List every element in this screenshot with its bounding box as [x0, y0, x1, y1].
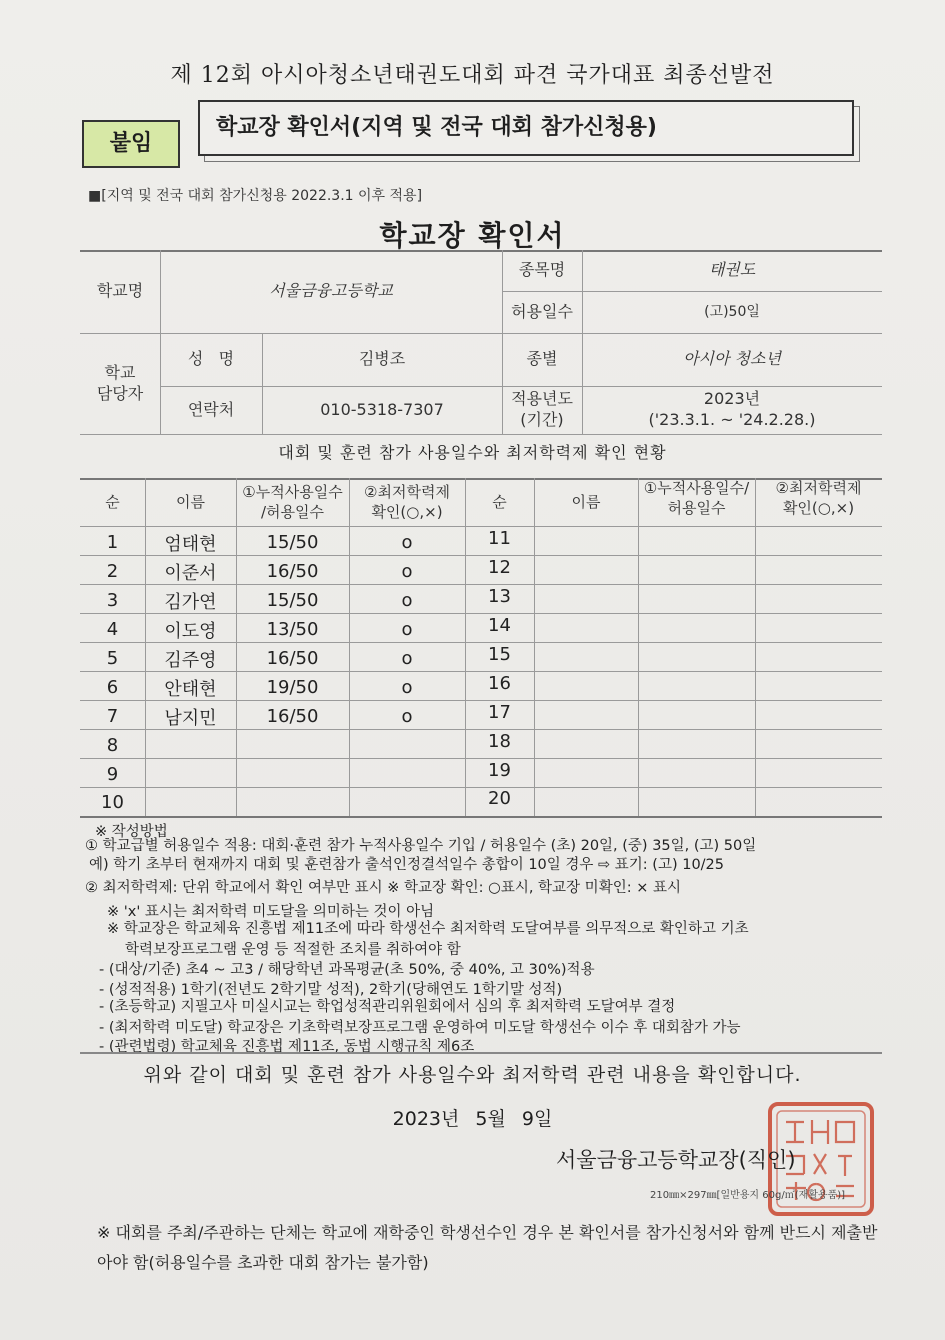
- row-check: o: [401, 619, 413, 640]
- name-value: 김병조: [358, 349, 406, 369]
- row-days: 16/50: [266, 648, 319, 669]
- row-name: 김가연: [164, 591, 217, 613]
- row-no-right: 19: [488, 760, 511, 781]
- signer: 서울금융고등학교장(직인): [556, 1148, 796, 1172]
- note-line: - (최저학력 미도달) 학교장은 기초학력보장프로그램 운영하여 미도달 학생선수 이수 후 대회참가 가능: [99, 1020, 741, 1036]
- school-value: 서울금융고등학교: [269, 281, 393, 301]
- row-no-right: 14: [488, 615, 511, 636]
- row-name: 남지민: [164, 707, 217, 729]
- row-no-right: 20: [488, 788, 511, 809]
- row-check: o: [401, 648, 413, 669]
- allowed-value: (고)50일: [704, 303, 760, 320]
- row-no-right: 12: [488, 557, 511, 578]
- notes-heading: ※ 작성방법: [95, 824, 168, 840]
- contact-label: 연락처: [187, 399, 235, 419]
- note-line: - (초등학교) 지필고사 미실시교는 학업성적관리위원회에서 심의 후 최저학력 도달여부 결정: [99, 999, 676, 1015]
- header-days: ①누적사용일수 /허용일수: [242, 482, 343, 521]
- footnote: ※ 대회를 주최/주관하는 단체는 학교에 재학중인 학생선수인 경우 본 확인서를 참가신청서와 함께 반드시 제출받아야 함(허용일수를 초과한 대회 참가는 불가함): [97, 1223, 878, 1272]
- year-label: 적용년도 (기간): [511, 389, 573, 429]
- row-no-right: 13: [488, 586, 511, 607]
- year-cell: [582, 386, 882, 434]
- row-days: 16/50: [266, 561, 319, 582]
- row-no-right: 17: [488, 702, 511, 723]
- header-check: ②최저학력제 확인(○,×): [364, 482, 450, 521]
- row-no-right: 15: [488, 644, 511, 665]
- event-title: 제 12회 아시아청소년태권도대회 파견 국가대표 최종선발전: [170, 63, 775, 88]
- sport-label: 종목명: [518, 260, 566, 280]
- doc-title: 학교장 확인서: [379, 219, 566, 252]
- name-label: 성 명: [187, 349, 235, 369]
- contact-value: 010-5318-7307: [320, 399, 444, 419]
- note-line: - (관련법령) 학교체육 진흥법 제11조, 동법 시행규칙 제6조: [99, 1039, 475, 1055]
- row-days: 15/50: [266, 532, 319, 553]
- row-days: 13/50: [266, 619, 319, 640]
- note-line: 학력보장프로그램 운영 등 적절한 조치를 취하여야 함: [125, 942, 461, 958]
- header-no-right: 순: [492, 492, 507, 511]
- row-no: 4: [106, 619, 119, 640]
- sport-value: 태권도: [708, 260, 756, 280]
- row-days: 19/50: [266, 677, 319, 698]
- row-no: 10: [101, 792, 124, 813]
- row-no: 5: [106, 648, 119, 669]
- year-value: 2023년: [703, 389, 761, 409]
- row-name: 안태현: [164, 678, 217, 700]
- header-no: 순: [105, 492, 120, 511]
- note-line: ② 최저학력제: 단위 학교에서 확인 여부만 표시 ※ 학교장 확인: ○표시, 학교장 미확인: × 표시: [85, 880, 681, 896]
- confirmation-statement: 위와 같이 대회 및 훈련 참가 사용일수와 최저학력 관련 내용을 확인합니다.: [143, 1064, 802, 1086]
- school-label: 학교명: [96, 281, 144, 301]
- row-name: 이준서: [164, 562, 217, 584]
- header-name: 이름: [176, 492, 205, 511]
- row-days: 16/50: [266, 706, 319, 727]
- note-line: ※ 'x' 표시는 최저학력 미도달을 의미하는 것이 아님: [107, 904, 435, 920]
- document-heading: 학교장 확인서(지역 및 전국 대회 참가신청용): [198, 100, 854, 156]
- row-check: o: [401, 590, 413, 611]
- row-name: 이도영: [164, 620, 217, 642]
- note-line: ① 학교급별 허용일수 적용: 대회·훈련 참가 누적사용일수 기입 / 허용일수 (초) 20일, (중) 35일, (고) 50일: [85, 838, 757, 854]
- row-check: o: [401, 561, 413, 582]
- note-line: - (성적적용) 1학기(전년도 2학기말 성적), 2학기(당해연도 1학기말 성적): [99, 982, 563, 998]
- row-check: o: [401, 677, 413, 698]
- note-line: 예) 학기 초부터 현재까지 대회 및 훈련참가 출석인정결석일수 총합이 10일 경우 ⇨ 표기: (고) 10/25: [89, 857, 725, 873]
- row-name: 김주영: [164, 649, 217, 671]
- note-line: - (대상/기준) 초4 ~ 고3 / 해당학년 과목평균(초 50%, 중 40%, 고 30%)적용: [99, 962, 595, 978]
- category-label: 종별: [526, 349, 558, 369]
- usage-note: ■[지역 및 전국 대회 참가신청용 2022.3.1 이후 적용]: [88, 188, 423, 204]
- row-check: o: [401, 532, 413, 553]
- row-no: 7: [106, 706, 119, 727]
- row-check: o: [401, 706, 413, 727]
- allowed-label: 허용일수: [511, 301, 573, 321]
- header-days-right: ①누적사용일수/ 허용일수: [643, 478, 750, 517]
- row-no: 1: [106, 532, 119, 553]
- category-value: 아시아 청소년: [683, 349, 781, 369]
- row-no: 8: [106, 735, 119, 756]
- row-no: 6: [106, 677, 119, 698]
- row-no: 3: [106, 590, 119, 611]
- row-no: 9: [106, 764, 119, 785]
- manager-label: 학교 담당자: [96, 362, 144, 403]
- note-line: ※ 학교장은 학교체육 진흥법 제11조에 따라 학생선수 최저학력 도달여부를 의무적으로 확인하고 기초: [107, 921, 749, 937]
- row-no-right: 11: [488, 528, 511, 549]
- row-name: 엄태현: [164, 533, 217, 555]
- table-title: 대회 및 훈련 참가 사용일수와 최저학력제 확인 현황: [278, 443, 667, 462]
- attachment-badge: 붙임: [82, 120, 180, 168]
- row-days: 15/50: [266, 590, 319, 611]
- row-no-right: 16: [488, 673, 511, 694]
- row-no: 2: [106, 561, 119, 582]
- row-no-right: 18: [488, 731, 511, 752]
- header-check-right: ②최저학력제 확인(○,×): [775, 478, 862, 517]
- paper-size: 210㎜×297㎜[일반용지 60g/㎡(재활용품)]: [650, 1190, 846, 1201]
- issue-date: 2023년 5월 9일: [392, 1108, 553, 1130]
- header-name-right: 이름: [571, 492, 601, 511]
- year-period: ('23.3.1. ~ '24.2.28.): [648, 410, 816, 429]
